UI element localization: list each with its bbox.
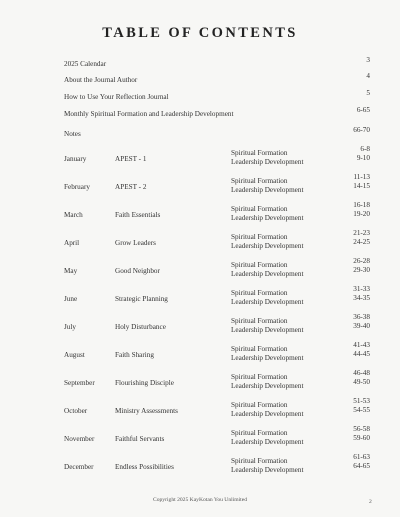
toc-entry-page: 4 — [366, 72, 370, 80]
month-row-december — [64, 453, 370, 477]
month-name: April — [64, 239, 80, 247]
section-leadership-development: Leadership Development — [231, 410, 304, 418]
month-row-may — [64, 257, 370, 281]
section-spiritual-formation: Spiritual Formation — [231, 149, 288, 157]
toc-entry-page: 66-70 — [353, 126, 370, 134]
section-leadership-development: Leadership Development — [231, 158, 304, 166]
month-row-october — [64, 397, 370, 421]
section-spiritual-formation: Spiritual Formation — [231, 345, 288, 353]
section-leadership-development: Leadership Development — [231, 382, 304, 390]
pages-spiritual-formation: 31-33 — [353, 285, 370, 293]
pages-leadership-development: 19-20 — [353, 210, 370, 218]
pages-spiritual-formation: 46-48 — [353, 369, 370, 377]
month-name: February — [64, 183, 90, 191]
month-row-august — [64, 341, 370, 365]
section-leadership-development: Leadership Development — [231, 298, 304, 306]
pages-leadership-development: 49-50 — [353, 378, 370, 386]
section-spiritual-formation: Spiritual Formation — [231, 233, 288, 241]
section-spiritual-formation: Spiritual Formation — [231, 373, 288, 381]
section-spiritual-formation: Spiritual Formation — [231, 289, 288, 297]
page-title: TABLE OF CONTENTS — [102, 25, 298, 41]
pages-leadership-development: 54-55 — [353, 406, 370, 414]
month-topic: Holy Disturbance — [115, 323, 166, 331]
pages-spiritual-formation: 36-38 — [353, 313, 370, 321]
toc-entry-calendar — [64, 58, 370, 70]
toc-entry-label: How to Use Your Reflection Journal — [64, 93, 169, 101]
pages-leadership-development: 14-15 — [353, 182, 370, 190]
toc-entry-page: 3 — [366, 56, 370, 64]
month-name: September — [64, 379, 95, 387]
month-row-march — [64, 201, 370, 225]
pages-leadership-development: 59-60 — [353, 434, 370, 442]
toc-entry-monthly — [64, 108, 370, 120]
toc-entry-author — [64, 74, 370, 86]
section-leadership-development: Leadership Development — [231, 466, 304, 474]
section-spiritual-formation: Spiritual Formation — [231, 205, 288, 213]
section-leadership-development: Leadership Development — [231, 214, 304, 222]
section-leadership-development: Leadership Development — [231, 354, 304, 362]
month-row-november — [64, 425, 370, 449]
month-topic: Flourishing Disciple — [115, 379, 174, 387]
section-leadership-development: Leadership Development — [231, 438, 304, 446]
toc-entry-label: Notes — [64, 130, 81, 138]
month-name: November — [64, 435, 95, 443]
month-name: March — [64, 211, 83, 219]
month-name: January — [64, 155, 87, 163]
section-spiritual-formation: Spiritual Formation — [231, 429, 288, 437]
toc-entry-page: 5 — [366, 89, 370, 97]
month-row-january — [64, 145, 370, 169]
month-name: October — [64, 407, 88, 415]
section-spiritual-formation: Spiritual Formation — [231, 261, 288, 269]
pages-spiritual-formation: 6-8 — [360, 145, 370, 153]
month-row-june — [64, 285, 370, 309]
pages-leadership-development: 44-45 — [353, 350, 370, 358]
section-leadership-development: Leadership Development — [231, 270, 304, 278]
section-spiritual-formation: Spiritual Formation — [231, 457, 288, 465]
pages-leadership-development: 34-35 — [353, 294, 370, 302]
month-topic: Endless Possibilities — [115, 463, 174, 471]
pages-spiritual-formation: 56-58 — [353, 425, 370, 433]
toc-entry-page: 6-65 — [356, 106, 370, 114]
month-topic: Grow Leaders — [115, 239, 156, 247]
pages-leadership-development: 39-40 — [353, 322, 370, 330]
page-number: 2 — [369, 499, 372, 505]
month-topic: Faith Essentials — [115, 211, 161, 219]
month-row-september — [64, 369, 370, 393]
month-topic: Faith Sharing — [115, 351, 154, 359]
month-name: June — [64, 295, 78, 303]
pages-spiritual-formation: 16-18 — [353, 201, 370, 209]
pages-spiritual-formation: 61-63 — [353, 453, 370, 461]
pages-spiritual-formation: 21-23 — [353, 229, 370, 237]
month-row-july — [64, 313, 370, 337]
month-name: August — [64, 351, 85, 359]
section-spiritual-formation: Spiritual Formation — [231, 317, 288, 325]
month-name: December — [64, 463, 94, 471]
month-row-april — [64, 229, 370, 253]
month-name: July — [64, 323, 76, 331]
section-spiritual-formation: Spiritual Formation — [231, 177, 288, 185]
month-topic: Faithful Servants — [115, 435, 165, 443]
pages-spiritual-formation: 26-28 — [353, 257, 370, 265]
pages-leadership-development: 24-25 — [353, 238, 370, 246]
toc-entry-label: Monthly Spiritual Formation and Leadership Development — [64, 110, 234, 118]
section-spiritual-formation: Spiritual Formation — [231, 401, 288, 409]
pages-leadership-development: 29-30 — [353, 266, 370, 274]
pages-spiritual-formation: 51-53 — [353, 397, 370, 405]
section-leadership-development: Leadership Development — [231, 326, 304, 334]
pages-leadership-development: 64-65 — [353, 462, 370, 470]
month-topic: Ministry Assessments — [115, 407, 178, 415]
section-leadership-development: Leadership Development — [231, 242, 304, 250]
month-name: May — [64, 267, 78, 275]
section-leadership-development: Leadership Development — [231, 186, 304, 194]
month-topic: Strategic Planning — [115, 295, 168, 303]
month-topic: Good Neighbor — [115, 267, 160, 275]
toc-entry-notes — [64, 128, 370, 140]
pages-leadership-development: 9-10 — [356, 154, 370, 162]
copyright-footer: Copyright 2025 KayKotan You Unlimited — [152, 497, 247, 503]
month-topic: APEST - 1 — [115, 155, 147, 163]
month-topic: APEST - 2 — [115, 183, 147, 191]
toc-entry-label: About the Journal Author — [64, 76, 138, 84]
toc-entry-label: 2025 Calendar — [64, 60, 107, 68]
pages-spiritual-formation: 11-13 — [353, 173, 370, 181]
month-row-february — [64, 173, 370, 197]
pages-spiritual-formation: 41-43 — [353, 341, 370, 349]
toc-entry-how-to-use — [64, 91, 370, 103]
